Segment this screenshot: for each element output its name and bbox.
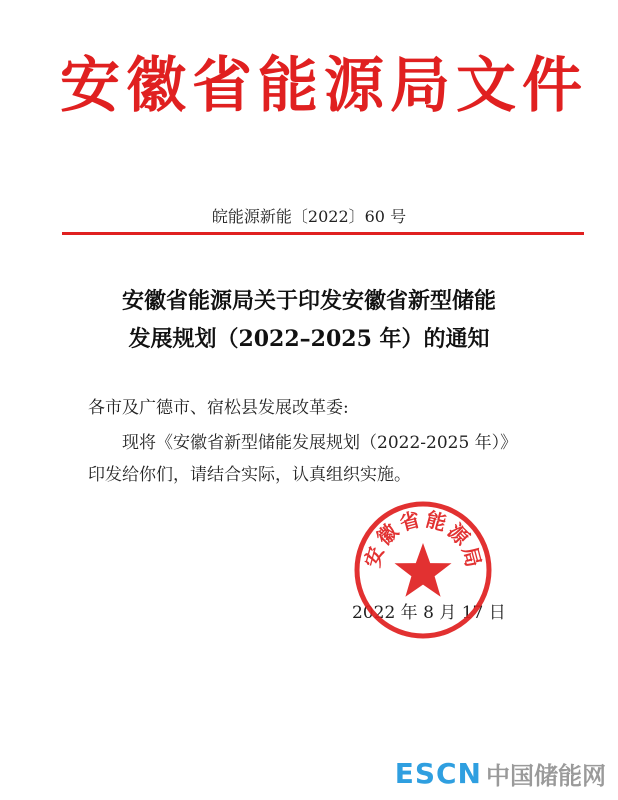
issue-date: 2022 年 8 月 17 日: [352, 603, 506, 623]
recipient-line: 各市及广德市、宿松县发展改革委:: [88, 398, 349, 418]
seal-character: 省: [397, 507, 423, 536]
seal-character: 安: [360, 544, 389, 570]
watermark-latin: ESCN: [394, 756, 482, 790]
document-header-title: 安徽省能源局文件: [60, 51, 588, 121]
notice-title-line-1: 安徽省能源局关于印发安徽省新型储能: [121, 288, 496, 314]
body-paragraph: 现将《安徽省新型储能发展规划（2022-2025 年）》印发给你们，请结合实际，认真组织实施。: [88, 433, 518, 485]
notice-title-line-2: 发展规划（2022–2025 年）的通知: [128, 326, 490, 352]
official-seal: [352, 499, 494, 641]
red-divider-line: [62, 232, 584, 235]
star-icon: [395, 543, 452, 597]
seal-character: 徽: [371, 518, 403, 550]
document-number: 皖能源新能〔2022〕60 号: [211, 207, 407, 226]
watermark-cjk: 中国储能网: [486, 761, 606, 790]
seal-character: 源: [443, 518, 475, 550]
seal-character: 局: [457, 544, 486, 570]
escn-watermark: [395, 756, 606, 790]
notice-title: [0, 282, 618, 358]
seal-character: 能: [423, 507, 449, 536]
